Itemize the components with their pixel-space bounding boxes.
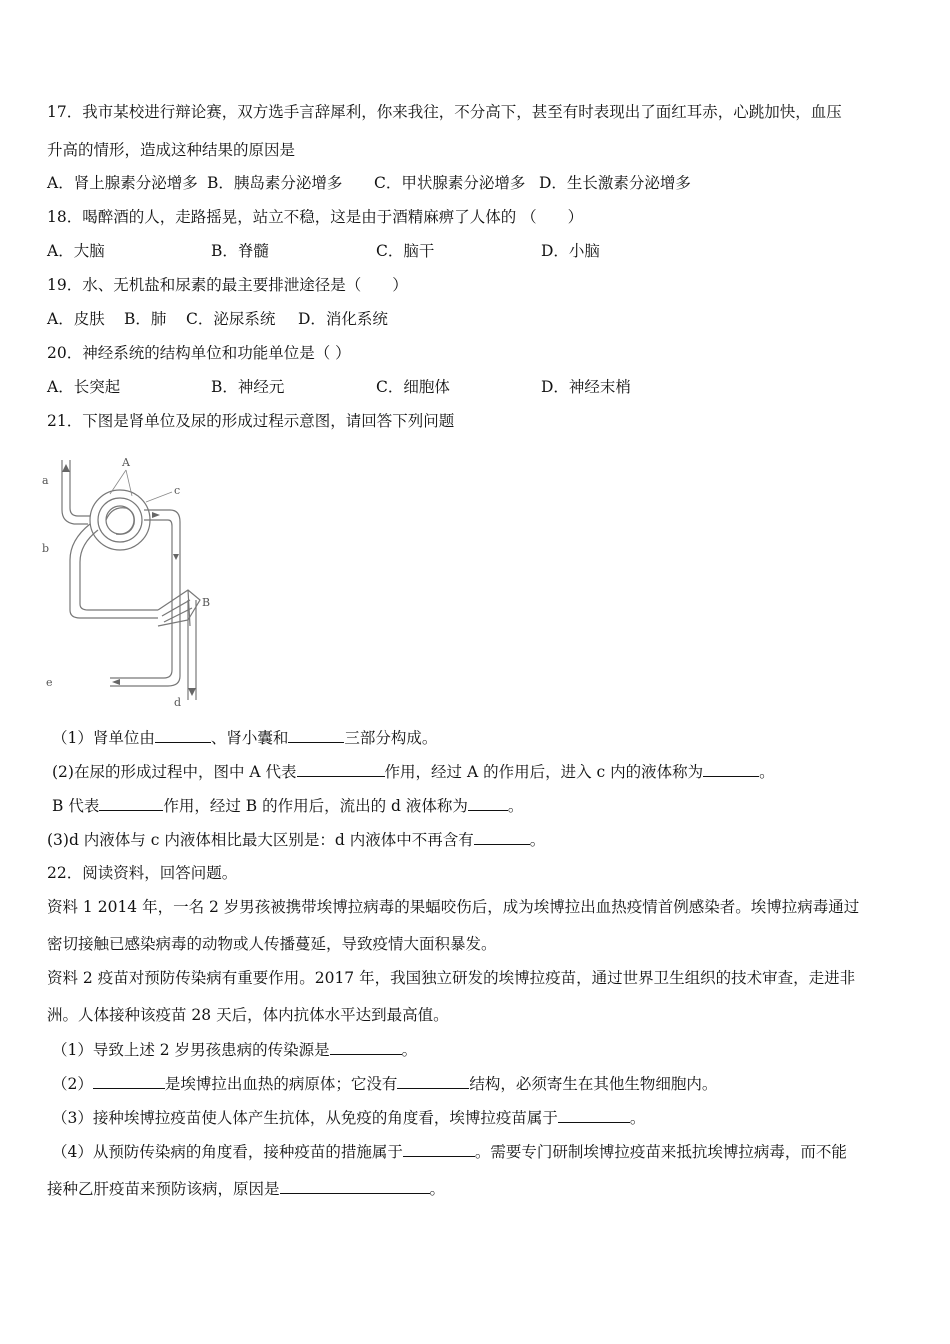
q19-option-d: D．消化系统 (298, 310, 388, 328)
q21-blank-4[interactable] (703, 761, 759, 777)
q22-part2: （2） 是埃博拉出血热的病原体；它没有 结构，必须寄生在其他生物细胞内。 (52, 1075, 718, 1093)
q22-part4: （4）从预防传染病的角度看，接种疫苗的措施属于 。需要专门研制埃博拉疫苗来抵抗埃博拉病毒，而不能 (52, 1143, 847, 1161)
q21-blank-1[interactable] (155, 727, 211, 743)
nephron-diagram (40, 450, 220, 710)
q20-stem: 20．神经系统的结构单位和功能单位是（ ） (47, 344, 351, 362)
label-d: d (174, 696, 182, 709)
q21-blank-7[interactable] (474, 829, 530, 845)
q22-blank-4[interactable] (558, 1107, 630, 1123)
q19-stem: 19．水、无机盐和尿素的最主要排泄途径是（ ） (47, 276, 408, 294)
q19-option-b: B．肺 (124, 310, 167, 328)
q22-blank-3[interactable] (397, 1073, 469, 1089)
q19-option-c: C．泌尿系统 (186, 310, 276, 328)
q18-option-c: C．脑干 (376, 242, 435, 260)
q20-option-d: D．神经末梢 (541, 378, 631, 396)
q20-option-c: C．细胞体 (376, 378, 450, 396)
q20-option-b: B．神经元 (211, 378, 285, 396)
q21-part2: (2)在尿的形成过程中，图中 A 代表 作用，经过 A 的作用后，进入 c 内的液体称为 。 (52, 763, 775, 781)
label-b: b (42, 542, 50, 555)
label-B: B (202, 596, 211, 609)
q22-part4-line2: 接种乙肝疫苗来预防该病，原因是 。 (47, 1180, 446, 1198)
q21-part1: （1）肾单位由 、肾小囊和 三部分构成。 (52, 729, 438, 747)
q17-option-a: A．肾上腺素分泌增多 (47, 174, 198, 192)
label-a: a (42, 474, 49, 487)
label-A: A (122, 456, 130, 469)
q18-stem: 18．喝醉酒的人，走路摇晃，站立不稳，这是由于酒精麻痹了人体的 （ ） (47, 208, 584, 226)
q21-part2b: B 代表 作用，经过 B 的作用后，流出的 d 液体称为 。 (52, 797, 524, 815)
q22-material2-line2: 洲。人体接种该疫苗 28 天后，体内抗体水平达到最高值。 (47, 1006, 449, 1024)
label-e: e (46, 676, 53, 689)
q17-stem-line1: 17．我市某校进行辩论赛，双方选手言辞犀利，你来我往，不分高下，甚至有时表现出了面红耳赤，心跳加快，血压 (47, 103, 842, 121)
q22-material1-line2: 密切接触已感染病毒的动物或人传播蔓延，导致疫情大面积暴发。 (47, 935, 497, 953)
q21-part3: (3)d 内液体与 c 内液体相比最大区别是：d 内液体中不再含有 。 (47, 831, 546, 849)
q17-option-d: D．生长激素分泌增多 (539, 174, 691, 192)
q22-stem: 22．阅读资料，回答问题。 (47, 864, 238, 882)
q22-material2-line1: 资料 2 疫苗对预防传染病有重要作用。2017 年，我国独立研发的埃博拉疫苗，通过世界卫生组织的技术审查，走进非 (47, 969, 856, 987)
q17-option-c: C．甲状腺素分泌增多 (374, 174, 526, 192)
q21-blank-5[interactable] (99, 795, 163, 811)
q21-blank-2[interactable] (288, 727, 344, 743)
q22-blank-6[interactable] (280, 1178, 430, 1194)
q18-option-d: D．小脑 (541, 242, 600, 260)
q22-blank-1[interactable] (330, 1039, 402, 1055)
q17-option-b: B．胰岛素分泌增多 (207, 174, 343, 192)
q22-material1-line1: 资料 1 2014 年，一名 2 岁男孩被携带埃博拉病毒的果蝠咬伤后，成为埃博拉出血热疫情首例感染者。埃博拉病毒通过 (47, 898, 860, 916)
q22-part1: （1）导致上述 2 岁男孩患病的传染源是 。 (52, 1041, 418, 1059)
q21-stem: 21．下图是肾单位及尿的形成过程示意图，请回答下列问题 (47, 412, 455, 430)
q22-blank-5[interactable] (403, 1141, 475, 1157)
q17-stem-line2: 升高的情形，造成这种结果的原因是 (47, 141, 296, 159)
q21-blank-3[interactable] (297, 761, 385, 777)
q22-blank-2[interactable] (93, 1073, 165, 1089)
q20-option-a: A．长突起 (47, 378, 121, 396)
label-c: c (174, 484, 181, 497)
q22-part3: （3）接种埃博拉疫苗使人体产生抗体，从免疫的角度看，埃博拉疫苗属于 。 (52, 1109, 646, 1127)
q19-option-a: A．皮肤 (47, 310, 105, 328)
q18-option-b: B．脊髓 (211, 242, 269, 260)
q21-blank-6[interactable] (468, 795, 508, 811)
q18-option-a: A．大脑 (47, 242, 105, 260)
